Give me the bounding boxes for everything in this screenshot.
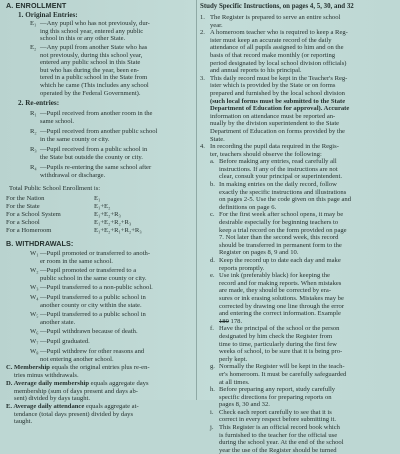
instruction-list (200, 14, 396, 454)
sub-instruction-item: g. Normally the Register will be kept in the teach- er's homeroom. It must be carefully safeguarded at all times. (210, 363, 347, 386)
sub-instruction-item: j. This Register is an official record book which is furnished to the teacher for the official use during the school year. At the end of the school year the use of the Register should be turned (210, 424, 344, 454)
code-r1: R₁ (30, 110, 37, 117)
instruction-item: 4. In recording the pupil data required in the Regis- ter, teachers should observe the following: (200, 143, 339, 158)
w7-definition: —Pupil graduated. (40, 338, 90, 345)
sub-instruction-item: f. Have the principal of the school or the person designated by him check the Register from time to time, particularly during the first few weeks of school, to be sure that it is being pro- perly kept. (210, 325, 343, 363)
total-label: For the State (6, 203, 40, 210)
w3-definition: —Pupil transferred to a non-public school. (40, 284, 153, 291)
example-correction: 189 178. (219, 317, 243, 325)
code-w4: W₄ (30, 294, 39, 301)
column-divider (196, 0, 197, 400)
code-r3: R₃ (30, 146, 37, 153)
code-r2: R₂ (30, 128, 37, 135)
instruction-item: 2. A homeroom teacher who is required to keep a Reg- ister must keep an accurate record of the daily attendance of all pupils assigned to him and on the basis of that record make monthly (or reporting period designated by local school division officials) and annual reports to his principal. (200, 29, 348, 75)
r3-definition: —Pupil received from a public school in the State but outside the county or city. (40, 146, 148, 161)
code-r4: R₄ (30, 164, 37, 171)
total-formula: E₁ (94, 195, 101, 202)
sub-instruction-item: b. In making entries on the daily record, follow exactly the specific instructions and illustrations on pages 2-5. Use the code given on this page and definitions on page 6. (210, 181, 352, 211)
sub-instruction-item: d. Keep the record up to date each day and make reports promptly. (210, 257, 341, 272)
w5-definition: —Pupil transferred to a public school in another state. (40, 311, 146, 326)
w2-definition: —Pupil promoted or transferred to a public school in the same county or city. (40, 267, 147, 282)
r2-definition: —Pupil received from another public school in the same county or city. (40, 128, 158, 143)
total-formula: E₁+E₂+R₃ (94, 211, 121, 218)
r4-definition: —Pupils re-entering the same school after withdrawal or discharge. (40, 164, 152, 179)
definition-average-daily-attendance: E. Average daily attendance equals aggregate at- tendance (total days present) divided by days taught. (6, 403, 139, 426)
w6-definition: —Pupil withdrawn because of death. (40, 328, 138, 335)
r1-definition: —Pupil received from another room in the same school. (40, 110, 153, 125)
total-label: For a School (6, 219, 40, 226)
code-w2: W₂ (30, 267, 39, 274)
sub-instruction-item: e. Use ink (preferably black) for keeping the record and for making reports. When mistakes are made, they should be corrected by era- sures or ink erasing solutions. Mistakes may be corrected by drawing one line through the error and entering the correct information. Example 189 178. (210, 272, 345, 325)
code-e1: E₁ (30, 20, 37, 27)
section-heading-enrollment: A. ENROLLMENT (6, 1, 67, 10)
total-label: For a School System (6, 211, 61, 218)
total-formula: E₁+E₂+R₂+R₃ (94, 219, 132, 226)
w4-definition: —Pupil transferred to a public school in another county or city within the state. (40, 294, 146, 309)
instruction-item: 1. The Register is prepared to serve an entire school year. (200, 14, 341, 29)
definition-membership: C. Membership equals the original entries plus re-en- tries minus withdrawals. (6, 364, 150, 379)
sub-instruction-item: h. Before preparing any report, study carefully specific directions for preparing reports on pages 8, 30 and 32. (210, 386, 336, 409)
right-column (200, 0, 396, 454)
instructions-heading: Study Specific Instructions, on pages 4, 5, 30, and 32 (200, 3, 354, 10)
section-heading-withdrawals: B. WITHDRAWALS: (6, 239, 74, 248)
sub-instruction-item: a. Before making any entries, read carefully all instructions. If any of the instructions are not clear, consult your principal or superintendent. (210, 158, 342, 181)
total-label: For the Nation (6, 195, 45, 202)
e2-definition: —Any pupil from another State who has not previously, during this school year, entered any public school in this State but who has during the year, been en- tered in a public school in the State from which he came (This includes any school operated by the Federal Government). (40, 44, 149, 97)
sub-instruction-item: c. For the first week after school opens, it may be desirable especially for beginning teachers to keep a trial record on the form provided on page 7. Not later than the second week, this record should be transferred in permanent form to the Register on pages 8, 9 and 10. (210, 211, 347, 257)
sub-instruction-item: i. Check each report carefully to see that it is correct in every respect before submitting it. (210, 408, 336, 424)
code-w1: W₁ (30, 250, 39, 257)
total-formula: E₁+E₂+R₁+R₂+R₃ (94, 227, 142, 234)
code-w3: W₃ (30, 284, 39, 291)
w1-definition: —Pupil promoted or transferred to anoth- er room in the same school. (40, 250, 151, 265)
total-label: For a Homeroom (6, 227, 52, 234)
e1-definition: —Any pupil who has not previously, dur- ing this school year, entered any public school in this or any other State. (40, 20, 150, 43)
total-enrollment-heading: Total Public School Enrollment is: (9, 185, 101, 192)
total-formula: E₁+E₂ (94, 203, 111, 210)
left-column (0, 0, 193, 426)
code-w7: W₇ (30, 338, 39, 345)
w8-definition: —Pupil withdrew for other reasons and not entering another school. (40, 348, 145, 363)
instruction-item: 3. This daily record must be kept in the Teacher's Reg- ister which is provided by the State or on forms prepared and furnished by the local school division (such local forms must be submitted to the State Department of Education for approval). Accurate information on attendance must be reported an- nually by the division superintendent to the State Department of Education on forms provided by the State. (200, 74, 350, 143)
sub-instruction-list (200, 158, 396, 454)
definition-average-daily-membership: D. Average daily membership equals aggregate days membership (sum of days present and days ab- sent) divided by days taught. (6, 380, 149, 403)
code-w6: W₆ (30, 328, 39, 335)
code-w5: W₅ (30, 311, 39, 318)
code-e2: E₂ (30, 44, 37, 51)
subheading-original-entries: 1. Original Entries: (18, 11, 78, 19)
subheading-reentries: 2. Re-entries: (18, 99, 60, 107)
code-w8: W₈ (30, 348, 39, 355)
